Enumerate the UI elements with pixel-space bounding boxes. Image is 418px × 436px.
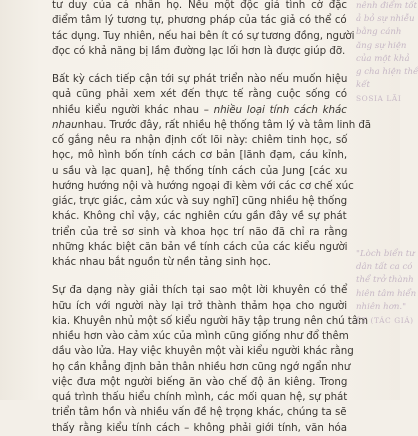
margin-line: g cha hiện thể — [356, 67, 418, 78]
text-line: hướng hướng nội và hướng ngoại đi kèm với các cơ chế xúc — [52, 179, 354, 192]
margin-line: "Lòch biển tư — [356, 249, 415, 259]
text-line: đọc có khả năng bị lầm đường lạc lối hơn là được giúp đỡ. — [52, 44, 346, 57]
text-run: nên chú tâm — [303, 314, 368, 327]
margin-line: thể trở thành — [356, 275, 414, 286]
text-line: nhiều hơn vào cảm xúc của mình cũng giống như đổ thêm — [52, 330, 349, 342]
text-line: việc đưa một người biếng ăn vào chế độ ăn kiêng. Trong — [52, 375, 348, 388]
margin-line: kết — [356, 80, 370, 91]
text-line: những khác biệt căn bản về tính cách của các kiểu người — [52, 240, 348, 253]
text-line: hữu ích với người này lại trở thành thảm họa cho người — [52, 299, 348, 312]
text-run: nhiều kiểu người khác nhau – — [52, 103, 214, 116]
text-line: tác dụng. Tuy nhiên, nếu hai bên ít có sự tương đồng, người — [52, 29, 355, 42]
text-line: triển tâm hồn và nhiều vấn đề hệ trọng khác, chúng ta sẽ — [52, 406, 347, 419]
margin-line: ả bỏ sự nhiễu — [356, 14, 415, 25]
text-line — [52, 103, 347, 118]
text-run: kia. Khuyên nhủ một số kiểu người hãy tập trung — [52, 314, 301, 327]
text-line — [52, 314, 368, 329]
text-line: họ cần khẳng định bản thân nhiều hơn cũng ngớ ngẩn như — [52, 360, 351, 373]
paragraph-3 — [52, 283, 368, 436]
italic-phrase: nhau — [52, 118, 78, 131]
paragraph-1 — [52, 0, 355, 59]
text-line: Sự đa dạng này giải thích tại sao một lời khuyên có thể — [52, 284, 348, 297]
text-line: khác. Không chỉ vậy, các nghiên cứu gần đây về sự phát — [52, 210, 347, 223]
text-line: học, mô hình bốn tính cách cơ bản [lãnh đạm, cáu kỉnh, — [52, 149, 348, 162]
text-line: khác nhau bắt nguồn từ nền tảng sinh học. — [52, 256, 271, 268]
margin-line: nênh điểm tốt — [356, 1, 418, 11]
text-line: cố gắng nêu ra nhận định cốt lõi này: chiêm tinh học, số — [52, 134, 348, 146]
margin-line: bằng cánh — [356, 27, 402, 38]
text-line: quả cũng phải xem xét đến thực tế rằng cuộc sống có — [52, 88, 348, 101]
text-line: thấy rằng kiểu tính cách – không phải giới tính, văn hóa — [52, 421, 347, 434]
margin-credit: ÉT (TÁC GIÁ) — [356, 316, 414, 326]
margin-line: dân tất ca có — [356, 262, 413, 273]
italic-phrase: nhiều loại tính cách khác — [213, 103, 347, 116]
text-line: giác, trực giác, cảm xúc và suy nghĩ] cũng nhiều hệ thống — [52, 195, 348, 207]
text-line: Bất kỳ cách tiếp cận tới sự phát triển nào nếu muốn hiệu — [52, 73, 348, 85]
text-line: điểm tâm lý tương tự, phương pháp của tác giả có thể có — [52, 14, 347, 27]
text-line: dầu vào lửa. Hay việc khuyên một vài kiểu người khác rằng — [52, 345, 354, 358]
text-line: tư duy của cá nhân họ. Nếu một độc giả tình cờ đặc — [52, 0, 348, 11]
text-run: nhau. Trước đây, rất nhiều hệ thống tâm lý và tâm linh đã — [77, 118, 372, 131]
margin-quote-bottom — [356, 248, 416, 327]
text-line — [52, 118, 372, 133]
margin-quote-top — [356, 0, 416, 106]
text-line: u sầu và lạc quan], hệ thống tính cách của Jung [các xu — [52, 164, 348, 177]
text-line: triển của trẻ sơ sinh và khoa học trí não đã chỉ ra rằng — [52, 225, 348, 238]
margin-line: hiên tâm hiển — [356, 288, 417, 299]
text-line: quá trình thấu hiểu chính mình, các mối quan hệ, sự phát — [52, 391, 348, 403]
margin-line: nhiên hơn." — [356, 301, 407, 312]
margin-line: của một khả — [356, 53, 410, 64]
margin-credit: SOSIA LÃI — [356, 94, 402, 104]
margin-line: ăng sự hiện — [356, 40, 407, 51]
